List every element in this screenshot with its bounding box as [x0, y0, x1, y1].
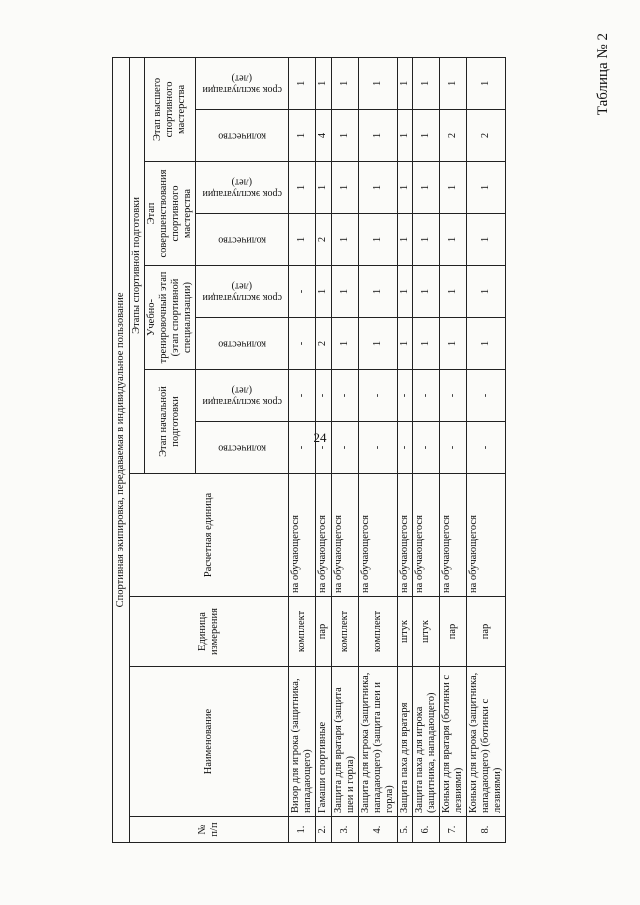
term-cell: -	[316, 370, 331, 422]
header-term: срок эксплуатации (лет)	[196, 162, 289, 214]
term-cell: 1	[397, 266, 412, 318]
item-name: Визор для игрока (защитника, нападающего)	[289, 667, 316, 817]
item-name: Защита для игрока (защитника, нападающего) (защита шеи и горла)	[358, 667, 397, 817]
header-calc-unit: Расчетная единица	[130, 474, 289, 597]
header-name: Наименование	[130, 667, 289, 817]
header-term: срок эксплуатации (лет)	[196, 57, 289, 109]
qty-cell: 1	[397, 318, 412, 370]
term-cell: 1	[397, 162, 412, 214]
qty-cell: 1	[397, 110, 412, 162]
row-number: 1.	[289, 817, 316, 843]
item-calc-unit: на обучающегося	[397, 474, 412, 597]
term-cell: -	[440, 370, 467, 422]
qty-cell: 1	[358, 110, 397, 162]
equipment-table	[112, 57, 506, 843]
qty-cell: -	[289, 422, 316, 474]
item-calc-unit: на обучающегося	[316, 474, 331, 597]
term-cell: 1	[289, 57, 316, 109]
qty-cell: -	[397, 422, 412, 474]
term-cell: 1	[440, 266, 467, 318]
header-stage-training: Учебно-тренировочный этап (этап спортивной специализации)	[145, 266, 196, 370]
item-unit: пар	[316, 597, 331, 667]
table-row	[331, 57, 358, 842]
header-stage-initial: Этап начальной подготовки	[145, 370, 196, 474]
item-unit: комплект	[358, 597, 397, 667]
qty-cell: 1	[289, 110, 316, 162]
term-cell: -	[289, 370, 316, 422]
table-row	[397, 57, 412, 842]
term-cell: 1	[358, 266, 397, 318]
qty-cell: -	[316, 422, 331, 474]
header-term: срок эксплуатации (лет)	[196, 370, 289, 422]
header-num: № п/п	[130, 817, 289, 843]
term-cell: 1	[289, 162, 316, 214]
term-cell: -	[331, 370, 358, 422]
qty-cell: 1	[440, 214, 467, 266]
term-cell: -	[289, 266, 316, 318]
qty-cell: 1	[289, 214, 316, 266]
item-unit: комплект	[331, 597, 358, 667]
qty-cell: 1	[467, 214, 506, 266]
item-unit: комплект	[289, 597, 316, 667]
table-title: Спортивная экипировка, передаваемая в индивидуальное пользование	[113, 57, 130, 842]
item-unit: штук	[397, 597, 412, 667]
qty-cell: -	[440, 422, 467, 474]
qty-cell: 1	[331, 110, 358, 162]
item-name: Защита паха для вратаря	[397, 667, 412, 817]
qty-cell: 1	[467, 318, 506, 370]
term-cell: 1	[412, 57, 439, 109]
row-number: 6.	[412, 817, 439, 843]
row-number: 5.	[397, 817, 412, 843]
term-cell: 1	[412, 266, 439, 318]
qty-cell: 1	[358, 214, 397, 266]
item-name: Защита для вратаря (защита шеи и горла)	[331, 667, 358, 817]
table-row	[289, 57, 316, 842]
term-cell: 1	[316, 162, 331, 214]
row-number: 2.	[316, 817, 331, 843]
item-unit: пар	[440, 597, 467, 667]
qty-cell: 2	[467, 110, 506, 162]
table-row	[316, 57, 331, 842]
term-cell: 1	[467, 57, 506, 109]
item-calc-unit: на обучающегося	[440, 474, 467, 597]
term-cell: 1	[331, 266, 358, 318]
qty-cell: -	[358, 422, 397, 474]
term-cell: 1	[440, 57, 467, 109]
item-calc-unit: на обучающегося	[412, 474, 439, 597]
table-label: Таблица № 2	[595, 33, 611, 116]
term-cell: -	[397, 370, 412, 422]
header-qty: количество	[196, 422, 289, 474]
table-row	[467, 57, 506, 842]
term-cell: 1	[397, 57, 412, 109]
term-cell: -	[467, 370, 506, 422]
table-row	[358, 57, 397, 842]
qty-cell: 1	[440, 318, 467, 370]
term-cell: 1	[316, 266, 331, 318]
qty-cell: -	[467, 422, 506, 474]
header-stage-higher: Этап высшего спортивного мастерства	[145, 57, 196, 161]
qty-cell: -	[412, 422, 439, 474]
item-calc-unit: на обучающегося	[358, 474, 397, 597]
term-cell: 1	[316, 57, 331, 109]
item-name: Коньки для вратаря (ботинки с лезвиями)	[440, 667, 467, 817]
header-qty: количество	[196, 214, 289, 266]
qty-cell: 4	[316, 110, 331, 162]
row-number: 4.	[358, 817, 397, 843]
row-number: 7.	[440, 817, 467, 843]
qty-cell: 1	[412, 318, 439, 370]
qty-cell: 1	[358, 318, 397, 370]
header-qty: количество	[196, 318, 289, 370]
qty-cell: 1	[331, 318, 358, 370]
page-number: 24	[313, 430, 327, 445]
item-name: Гамаши спортивные	[316, 667, 331, 817]
qty-cell: 2	[440, 110, 467, 162]
item-unit: штук	[412, 597, 439, 667]
term-cell: 1	[467, 162, 506, 214]
term-cell: 1	[467, 266, 506, 318]
qty-cell: -	[289, 318, 316, 370]
term-cell: 1	[412, 162, 439, 214]
qty-cell: -	[331, 422, 358, 474]
item-calc-unit: на обучающегося	[289, 474, 316, 597]
item-unit: пар	[467, 597, 506, 667]
qty-cell: 1	[412, 214, 439, 266]
row-number: 3.	[331, 817, 358, 843]
item-calc-unit: на обучающегося	[331, 474, 358, 597]
term-cell: 1	[358, 57, 397, 109]
qty-cell: 1	[397, 214, 412, 266]
item-name: Защита паха для игрока (защитника, нападающего)	[412, 667, 439, 817]
header-stage-improvement: Этап совершенствования спортивного мастерства	[145, 162, 196, 266]
term-cell: -	[358, 370, 397, 422]
term-cell: 1	[358, 162, 397, 214]
term-cell: 1	[440, 162, 467, 214]
table-row	[412, 57, 439, 842]
qty-cell: 2	[316, 214, 331, 266]
table-row	[440, 57, 467, 842]
term-cell: -	[412, 370, 439, 422]
header-stages-group: Этапы спортивной подготовки	[130, 57, 145, 473]
term-cell: 1	[331, 57, 358, 109]
header-qty: количество	[196, 110, 289, 162]
item-name: Коньки для игрока (защитника, нападающего) (ботинки с лезвиями)	[467, 667, 506, 817]
qty-cell: 1	[412, 110, 439, 162]
header-term: срок эксплуатации (лет)	[196, 266, 289, 318]
header-unit: Единица измерения	[130, 597, 289, 667]
item-calc-unit: на обучающегося	[467, 474, 506, 597]
row-number: 8.	[467, 817, 506, 843]
qty-cell: 2	[316, 318, 331, 370]
term-cell: 1	[331, 162, 358, 214]
qty-cell: 1	[331, 214, 358, 266]
